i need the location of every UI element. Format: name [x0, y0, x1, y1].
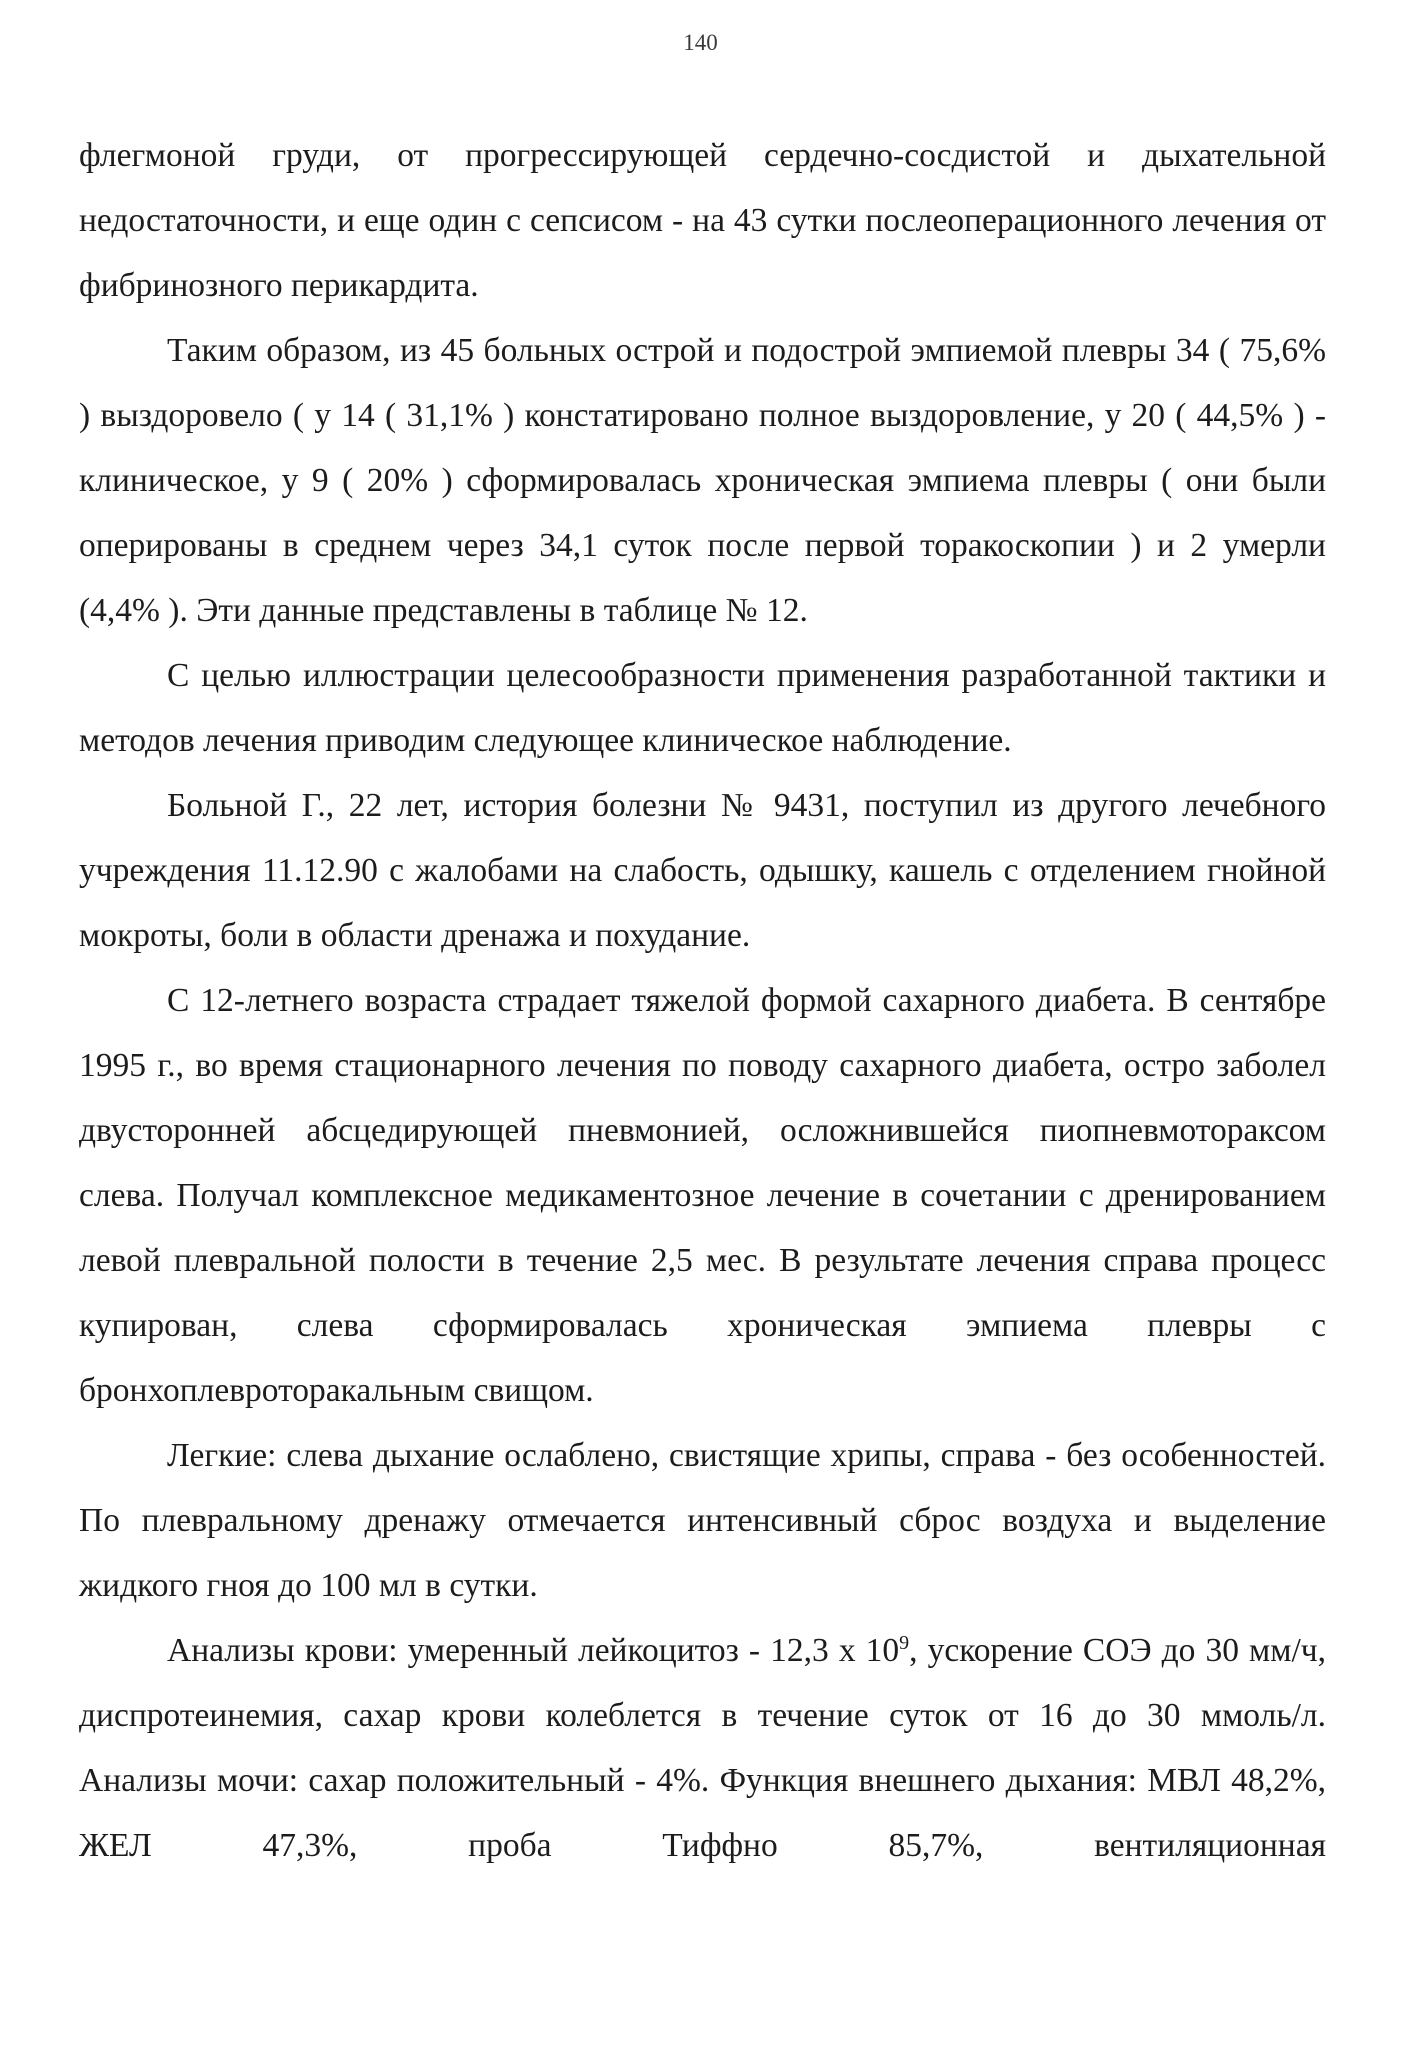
exponent-superscript: 9	[899, 1631, 910, 1654]
body-text	[79, 123, 1326, 1878]
paragraph-4: Больной Г., 22 лет, история болезни № 9431, поступил из другого лечебного учреждения 11.12.90 с жалобами на слабость, одышку, кашель с отделением гнойной мокроты, боли в области дренажа и похудание.	[79, 787, 1326, 954]
paragraph-2: Таким образом, из 45 больных острой и подострой эмпиемой плевры 34 ( 75,6% ) выздоровело ( у 14 ( 31,1% ) констатировано полное выздоровление, у 20 ( 44,5% ) - клиническое, у 9 ( 20% ) сформировалась хроническая эмпиема плевры ( они были оперированы в среднем через 34,1 суток после первой торакоскопии ) и 2 умерли (4,4% ). Эти данные представлены в таблице № 12.	[79, 332, 1326, 629]
paragraph-5: С 12-летнего возраста страдает тяжелой формой сахарного диабета. В сентябре 1995 г., во время стационарного лечения по поводу сахарного диабета, остро заболел двусторонней абсцедирующей пневмонией, осложнившейся пиопневмотораксом слева. Получал комплексное медикаментозное лечение в сочетании с дренированием левой плевральной полости в течение 2,5 мес. В результате лечения справа процесс купирован, слева сформировалась хроническая эмпиема плевры с бронхоплевроторакальным свищом.	[79, 982, 1326, 1409]
paragraph-3: С целью иллюстрации целесообразности применения разработанной тактики и методов лечения приводим следующее клиническое наблюдение.	[79, 657, 1326, 759]
paragraph-7-text-a: Анализы крови: умеренный лейкоцитоз - 12,3 х 10	[167, 1632, 900, 1669]
page-number: 140	[683, 30, 718, 55]
paragraph-7-text-b: , ускорение СОЭ до 30 мм/ч, диспротеинемия, сахар крови колеблется в течение суток от 16 до 30 ммоль/л. Анализы мочи: сахар положительный - 4%. Функция внешнего дыхания: МВЛ 48,2%, ЖЕЛ 47,3%, проба Тиффно 85,7%, вентиляционная	[79, 1632, 1326, 1864]
paragraph-1: флегмоной груди, от прогрессирующей сердечно-сосдистой и дыхательной недостаточности, и еще один с сепсисом - на 43 сутки послеоперационного лечения от фибринозного перикардита.	[79, 137, 1326, 304]
paragraph-6: Легкие: слева дыхание ослаблено, свистящие хрипы, справа - без особенностей. По плевральному дренажу отмечается интенсивный сброс воздуха и выделение жидкого гноя до 100 мл в сутки.	[79, 1437, 1326, 1604]
paragraph-7	[79, 1618, 1326, 1878]
